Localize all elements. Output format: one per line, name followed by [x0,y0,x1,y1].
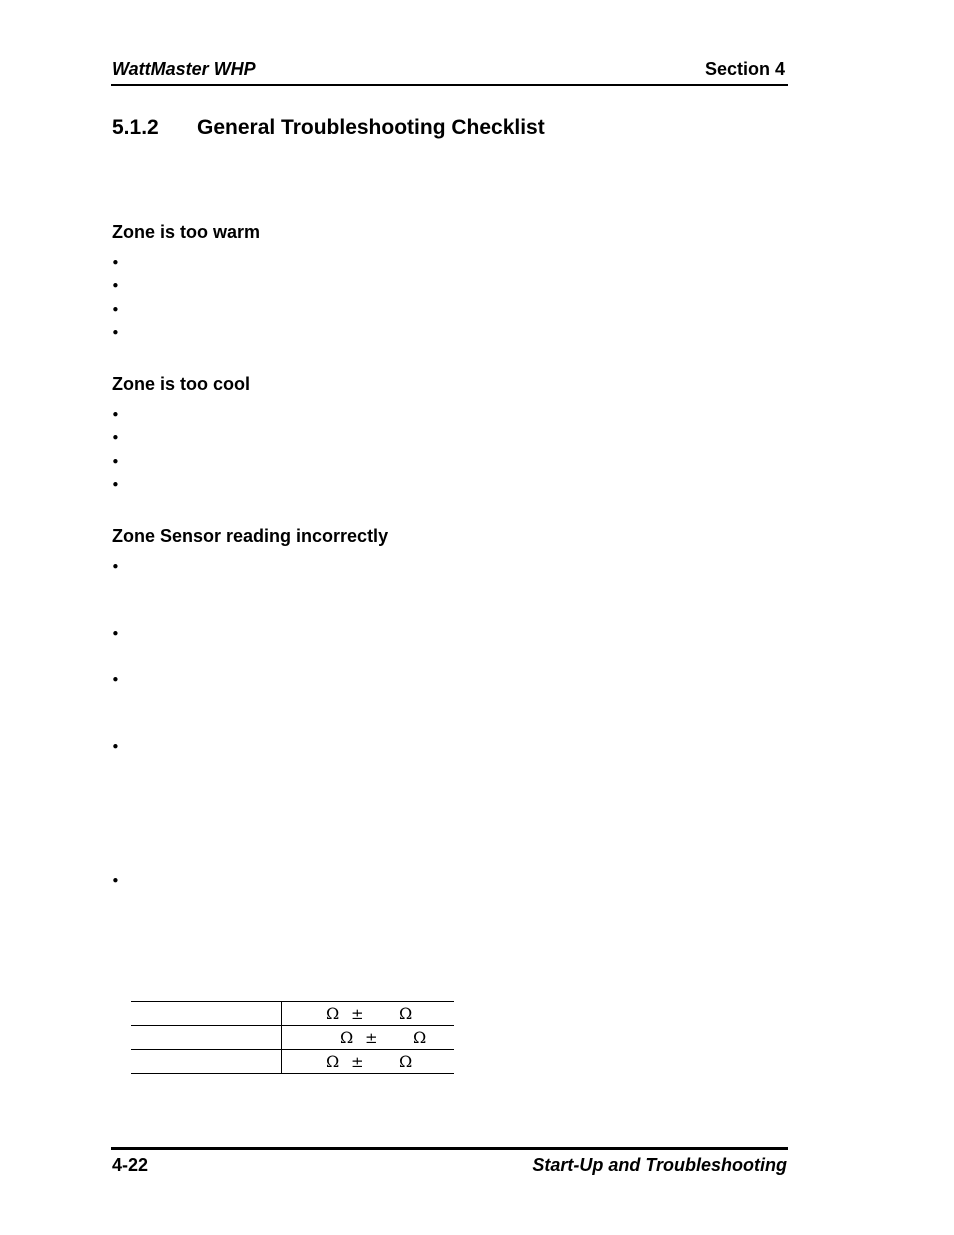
resistance-table [131,1001,454,1074]
plus-minus-symbol: ± [365,1029,378,1047]
bullet-point: • [111,558,120,576]
bullet-point: • [111,277,120,295]
bullet-point: • [111,671,120,689]
ohm-symbol: Ω [413,1028,427,1047]
bullet-point: • [111,872,120,890]
bullet-point: • [111,324,120,342]
subheading-zone-too-warm: Zone is too warm [112,222,261,242]
ohm-symbol: Ω [340,1028,354,1047]
table-column-divider [281,1026,282,1049]
bullet-point: • [111,453,120,471]
footer-chapter-title: Start-Up and Troubleshooting [532,1155,787,1175]
ohm-symbol: Ω [326,1004,340,1023]
bullet-point: • [111,625,120,643]
ohm-symbol: Ω [399,1004,413,1023]
plus-minus-symbol: ± [351,1005,364,1023]
ohm-symbol: Ω [399,1052,413,1071]
plus-minus-symbol: ± [351,1053,364,1071]
table-column-divider [281,1002,282,1025]
subheading-zone-too-cool: Zone is too cool [112,374,250,394]
header-document-title: WattMaster WHP [112,59,256,79]
ohm-symbol: Ω [326,1052,340,1071]
header-rule [111,84,788,86]
bullet-point: • [111,406,120,424]
table-row [131,1001,454,1025]
section-number: 5.1.2 [112,116,159,139]
bullet-point: • [111,254,120,272]
header-section-label: Section 4 [704,59,785,79]
table-row [131,1025,454,1049]
table-row [131,1049,454,1074]
section-title: General Troubleshooting Checklist [197,116,545,139]
page-number: 4-22 [112,1155,149,1175]
bullet-point: • [111,429,120,447]
table-column-divider [281,1050,282,1073]
bullet-point: • [111,476,120,494]
subheading-zone-sensor-incorrect: Zone Sensor reading incorrectly [112,526,389,546]
footer-rule [111,1147,788,1150]
bullet-point: • [111,301,120,319]
bullet-point: • [111,738,120,756]
